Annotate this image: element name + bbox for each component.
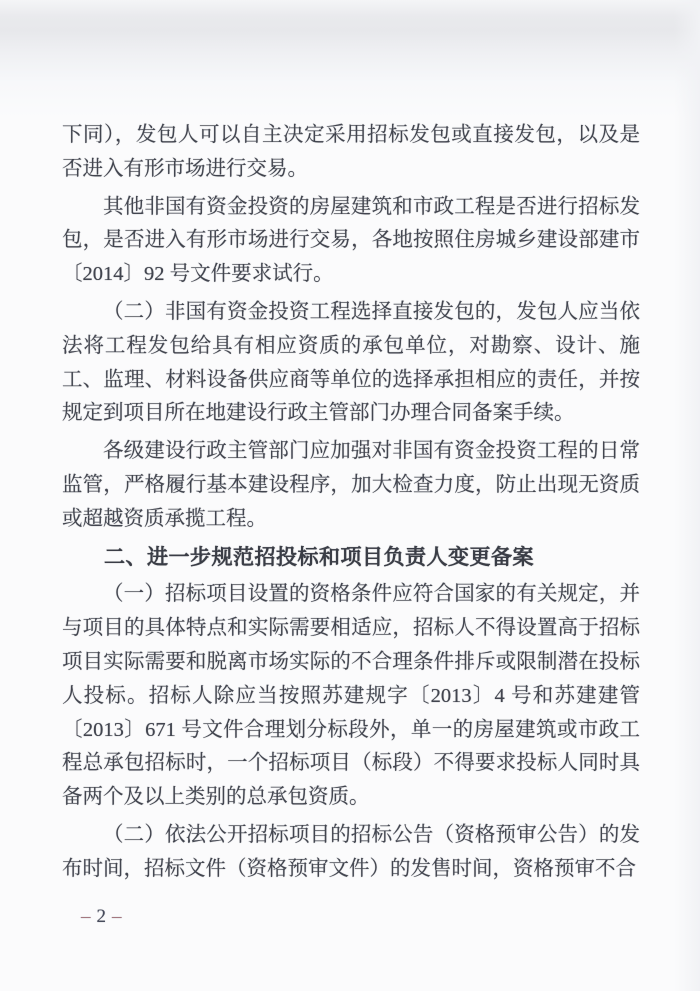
scan-artifact-band (0, 0, 700, 118)
page-number-value: 2 (96, 906, 107, 927)
paragraph: 下同），发包人可以自主决定采用招标发包或直接发包，以及是否进入有形市场进行交易。 (62, 124, 640, 180)
page-number-dash-left: – (81, 906, 92, 927)
document-body (62, 119, 640, 891)
page-number-dash-right: – (112, 906, 123, 927)
page-number (76, 903, 128, 931)
paragraph: （二）依法公开招标项目的招标公告（资格预审公告）的发布时间，招标文件（资格预审文件）的发售时间，资格预审不合 (62, 823, 640, 880)
scan-artifact-edge (674, 0, 700, 991)
paragraph: （一）招标项目设置的资格条件应符合国家的有关规定，并与项目的具体特点和实际需要相适应，招标人不得设置高于招标项目实际需要和脱离市场实际的不合理条件排斥或限制潜在投标人投标。招标人除应当按照苏建规字〔2013〕4 号和苏建建管〔2013〕671 号文件合理划分标段外，单一的房屋建筑或市政工程总承包招标时，一个招标项目（标段）不得要求投标人同时具备两个及以上类别的总承包资质。 (62, 583, 640, 809)
section-heading: 二、进一步规范招投标和项目负责人变更备案 (104, 545, 534, 569)
paragraph: 其他非国有资金投资的房屋建筑和市政工程是否进行招标发包，是否进入有形市场进行交易，各地按照住房城乡建设部建市〔2014〕92 号文件要求试行。 (62, 195, 640, 286)
paragraph: 各级建设行政主管部门应加强对非国有资金投资工程的日常监管，严格履行基本建设程序，加大检查力度，防止出现无资质或超越资质承揽工程。 (62, 440, 640, 530)
paragraph: （二）非国有资金投资工程选择直接发包的，发包人应当依法将工程发包给具有相应资质的承包单位，对勘察、设计、施工、监理、材料设备供应商等单位的选择承担相应的责任，并按规定到项目所在地建设行政主管部门办理合同备案手续。 (62, 300, 640, 425)
